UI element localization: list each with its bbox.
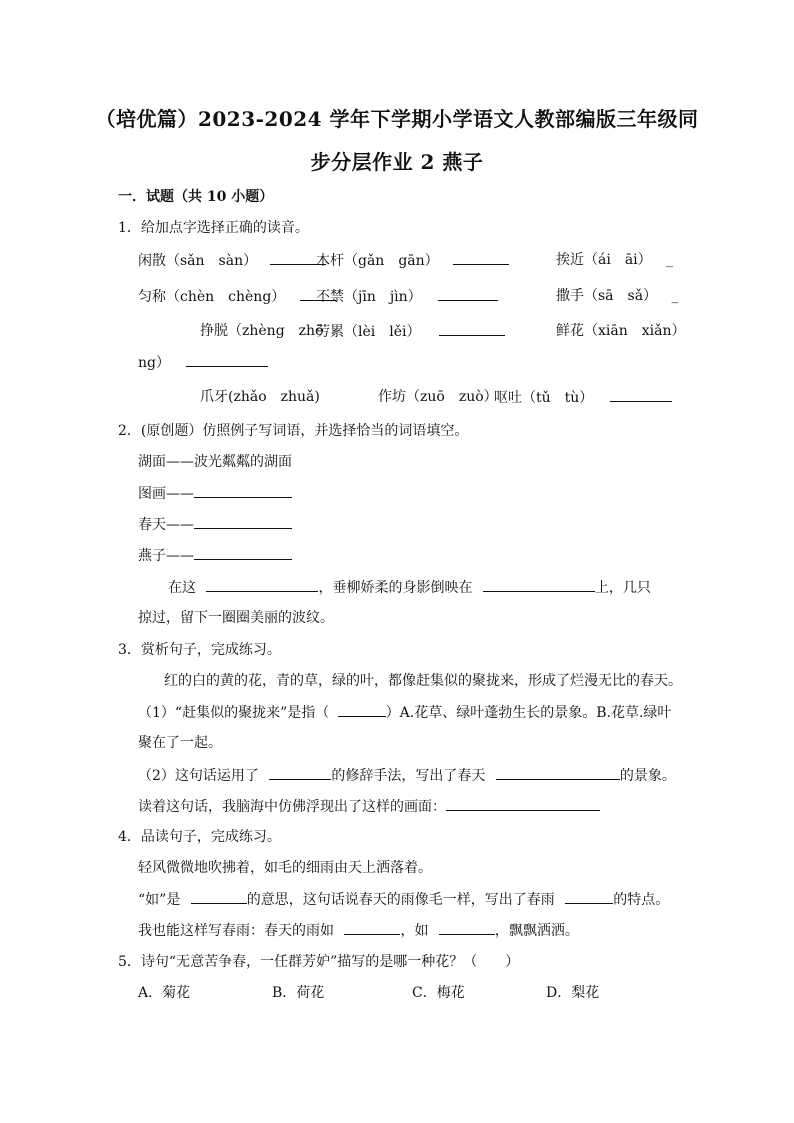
answer-blank[interactable] [446,796,600,811]
q5-option-a[interactable]: A．菊花 [138,985,191,1001]
q2-row: 燕子—— [138,545,292,566]
q3-sentence: 红的白的黄的花，青的草，绿的叶，都像赶集似的聚拢来，形成了烂漫无比的春天。 [164,673,682,689]
section-heading: 一．试题（共 10 小题） [118,189,274,205]
answer-blank[interactable]: _ [671,288,679,304]
answer-blank[interactable] [453,250,509,265]
answer-blank[interactable] [194,545,292,560]
answer-blank[interactable] [194,483,292,498]
q2-example: 湖面——波光粼粼的湖面 [138,454,292,470]
q1-item: 木杆（gǎn gān） [316,250,509,271]
q2-fill-line2: 掠过，留下一圈圈美丽的波纹。 [138,610,334,626]
answer-blank[interactable] [610,387,672,402]
q3-part1: （1）“赶集似的聚拢来”是指（ ）A.花草、绿叶蓬勃生长的景象。B.花草.绿叶 [138,702,671,723]
answer-blank[interactable] [344,920,400,935]
q1-item: 劳累（lèi lěi） [316,321,505,342]
q2-stem: 2．(原创题）仿照例子写词语，并选择恰当的词语填空。 [118,423,469,439]
q5-option-d[interactable]: D．梨花 [546,985,600,1001]
q3-stem: 3．赏析句子，完成练习。 [118,642,281,658]
q3-part1-line2: 聚在了一起。 [138,735,222,751]
q3-part3: 读着这句话，我脑海中仿佛浮现出了这样的画面： [138,796,600,817]
answer-blank[interactable] [194,514,292,529]
q1-item: 闲散（sǎn sàn） [138,250,326,271]
q1-item: 撒手（sā sǎ） _ [556,288,679,304]
q1-item: 不禁（jīn jìn） [316,286,498,307]
answer-blank[interactable] [565,889,613,904]
q1-item: 挣脱（zhèng zhē [200,323,324,339]
answer-blank[interactable] [186,352,268,367]
answer-blank[interactable] [496,765,620,780]
answer-blank[interactable]: _ [666,252,674,268]
q1-item: 爪牙(zhǎo zhuǎ) [200,389,320,405]
q2-row: 春天—— [138,514,292,535]
answer-blank[interactable] [439,321,505,336]
q1-item: 作坊（zuō zuò） [378,389,498,405]
doc-title-line2: 步分层作业 2 燕子 [310,150,484,174]
q1-item: 鲜花（xiān xiǎn） [556,323,686,339]
q1-stem: 1．给加点字选择正确的读音。 [118,220,309,236]
answer-blank[interactable] [269,765,331,780]
q3-part2: （2）这句话运用了 的修辞手法，写出了春天 的景象。 [138,765,676,786]
q1-item: 匀称（chèn chèng） [138,286,336,307]
q1-item: ng） [138,352,268,373]
q2-fill-line: 在这 ，垂柳娇柔的身影倒映在 上，几只 [168,577,651,598]
q4-sentence: 轻风微微地吹拂着，如毛的细雨由天上洒落着。 [138,860,432,876]
answer-blank[interactable] [338,702,386,717]
q5-stem: 5．诗句“无意苦争春，一任群芳妒”描写的是哪一种花？（ ） [118,954,520,970]
q4-stem: 4．品读句子，完成练习。 [118,829,281,845]
answer-blank[interactable] [191,889,247,904]
q5-option-c[interactable]: C．梅花 [412,985,465,1001]
answer-blank[interactable] [483,577,595,592]
q1-item: 挨近（ái āi） _ [556,252,674,268]
answer-blank[interactable] [438,286,498,301]
answer-blank[interactable] [439,920,495,935]
q5-option-b[interactable]: B．荷花 [272,985,325,1001]
q2-row: 图画—— [138,483,292,504]
q4-line2: “如”是 的意思，这句话说春天的雨像毛一样，写出了春雨 的特点。 [138,889,669,910]
answer-blank[interactable] [206,577,318,592]
q1-item: 呕吐（tǔ tù） [494,387,672,408]
q4-line3: 我也能这样写春雨：春天的雨如 ，如 ，飘飘洒洒。 [138,920,579,941]
doc-title-line1: （培优篇）2023-2024 学年下学期小学语文人教部编版三年级同 [95,107,699,131]
